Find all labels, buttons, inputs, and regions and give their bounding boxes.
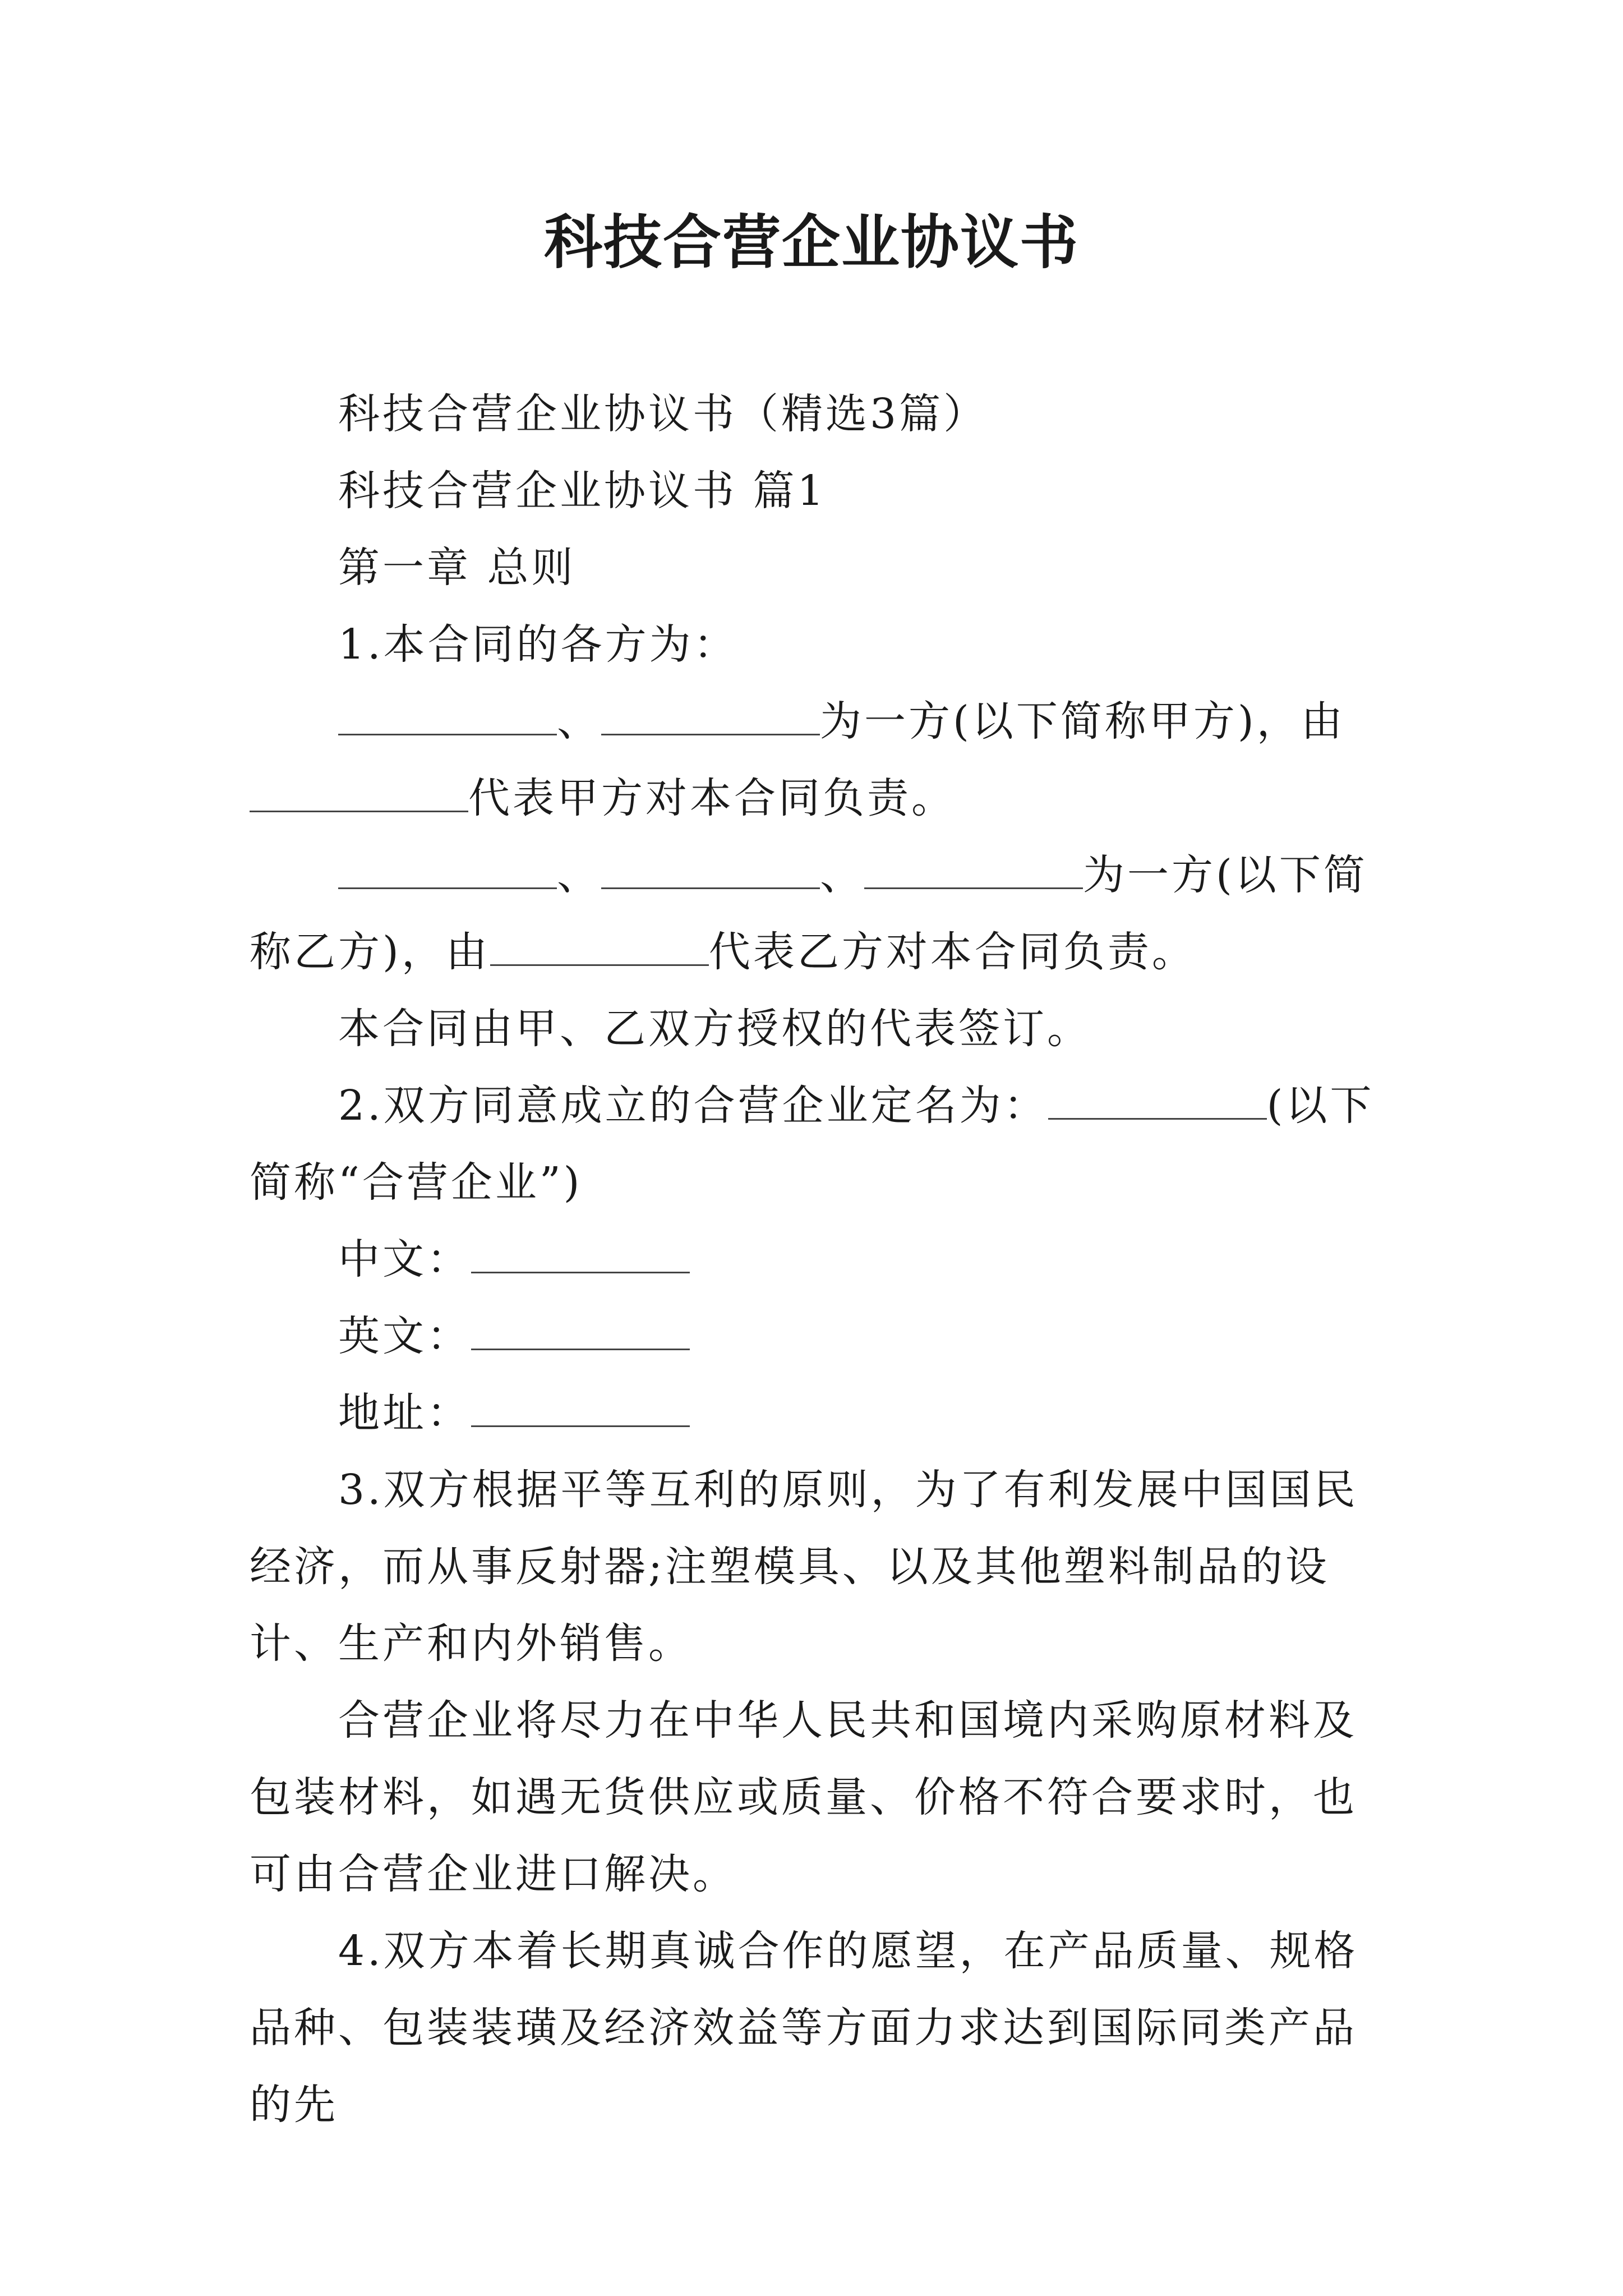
- paragraph: 3.双方根据平等互利的原则，为了有利发展中国国民经济，而从事反射器;注塑模具、以及其他塑料制品的设计、生产和内外销售。: [250, 1466, 1358, 1668]
- field-chinese-name: [250, 1221, 1388, 1298]
- blank-line: [864, 854, 1083, 889]
- text-run: 、: [820, 851, 864, 899]
- field-label: 中文：: [338, 1235, 471, 1283]
- field-english-name: [250, 1298, 1388, 1375]
- field-address: [250, 1375, 1388, 1452]
- paragraph: 科技合营企业协议书（精选3篇）: [338, 390, 988, 438]
- paragraph-party-b: [250, 837, 1388, 991]
- paragraph: 合营企业将尽力在中华人民共和国境内采购原材料及包装材料，如遇无货供应或质量、价格不符合要求时，也可由合营企业进口解决。: [250, 1696, 1357, 1898]
- paragraph: 本合同由甲、乙双方授权的代表签订。: [338, 1005, 1091, 1053]
- text-run: 代表甲方对本合同负责。: [468, 774, 956, 822]
- field-label: 英文：: [338, 1312, 471, 1360]
- paragraph-party-a: [250, 683, 1388, 837]
- blank-line: [471, 1315, 690, 1350]
- text-run: 、: [557, 697, 601, 746]
- blank-line: [471, 1238, 690, 1273]
- text-run: 为一方(以下简称乙方)，由: [250, 851, 1368, 976]
- text-run: 2.双方同意成立的合营企业定名为：: [338, 1082, 1048, 1130]
- blank-line: [601, 854, 820, 889]
- field-label: 地址：: [338, 1389, 471, 1437]
- paragraph: 4.双方本着长期真诚合作的愿望，在产品质量、规格品种、包装装璜及经济效益等方面力求达到国际同类产品的先: [250, 1927, 1358, 2129]
- blank-line: [338, 854, 557, 889]
- blank-line: [1048, 1084, 1267, 1120]
- blank-line: [601, 700, 820, 735]
- text-run: 、: [557, 851, 601, 899]
- blank-line: [338, 700, 557, 735]
- blank-line: [490, 931, 709, 966]
- paragraph: 1.本合同的各方为：: [338, 620, 738, 669]
- document-title: 科技合营企业协议书: [543, 208, 1079, 277]
- text-run: (以下简称“合营企业”): [250, 1082, 1375, 1207]
- blank-line: [471, 1392, 690, 1427]
- document-body: [250, 376, 1388, 2143]
- paragraph: 科技合营企业协议书 篇1: [338, 467, 827, 515]
- paragraph-company-name: [250, 1068, 1388, 1221]
- text-run: 代表乙方对本合同负责。: [708, 928, 1196, 976]
- blank-line: [250, 777, 468, 812]
- paragraph: 第一章 总则: [338, 544, 576, 592]
- text-run: 为一方(以下简称甲方)，由: [820, 697, 1345, 746]
